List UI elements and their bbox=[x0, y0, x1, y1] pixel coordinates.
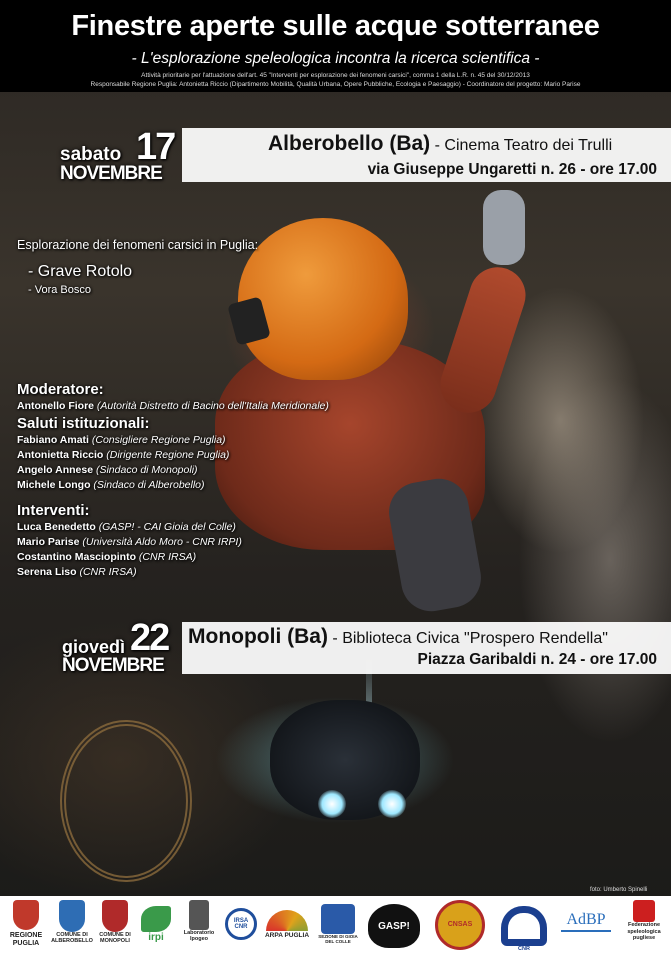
cnr-arch-icon bbox=[501, 906, 547, 946]
regione-puglia-crest-icon bbox=[13, 900, 39, 930]
logo-cnr bbox=[498, 900, 550, 956]
talks-entry bbox=[17, 551, 196, 563]
greetings-heading: Saluti istituzionali: bbox=[17, 415, 150, 432]
talk-name: Mario Parise bbox=[17, 536, 80, 548]
greetings-entry bbox=[17, 479, 205, 491]
event1-venue: - Cinema Teatro dei Trulli bbox=[430, 137, 613, 154]
event1-address: via Giuseppe Ungaretti n. 26 - ore 17.00 bbox=[367, 161, 657, 178]
page-subtitle: - L'esplorazione speleologica incontra la ricerca scientifica - bbox=[131, 50, 540, 67]
logo-label: GASP! bbox=[378, 920, 410, 932]
talks-entry bbox=[17, 521, 236, 533]
moderator-role: (Autorità Distretto di Bacino dell'Italia Meridionale) bbox=[96, 400, 329, 412]
event2-month: NOVEMBRE bbox=[62, 655, 164, 676]
event2-address: Piazza Garibaldi n. 24 - ore 17.00 bbox=[417, 651, 657, 668]
logo-regione-puglia bbox=[4, 900, 48, 956]
greeting-role: (Consigliere Regione Puglia) bbox=[91, 434, 226, 446]
dive-light-icon bbox=[378, 790, 406, 818]
event1-day: sabato bbox=[60, 144, 122, 165]
event1-city bbox=[268, 132, 612, 156]
logo-label: CNSAS bbox=[447, 921, 473, 928]
irsa-cnr-ring-icon bbox=[225, 908, 257, 940]
cai-star-icon bbox=[321, 904, 355, 934]
logo-label: IRSA CNR bbox=[233, 918, 249, 930]
event2-day: giovedì bbox=[62, 637, 126, 657]
photo-credit: foto: Umberto Spinelli bbox=[590, 887, 648, 893]
logo-comune-monopoli bbox=[96, 900, 134, 956]
logo-laboratorio-ipogeo bbox=[178, 900, 220, 956]
greeting-name: Michele Longo bbox=[17, 479, 91, 491]
logo-label: COMUNE DI MONOPOLI bbox=[99, 932, 131, 944]
logo-adbp bbox=[556, 900, 616, 956]
rope-coil-icon bbox=[60, 720, 192, 882]
talk-role: (Università Aldo Moro - CNR IRPI) bbox=[82, 536, 242, 548]
irpi-leaf-icon bbox=[141, 906, 171, 932]
header-note-law: Attività prioritarie per l'attuazione dell'art. 45 "Interventi per esplorazione dei fenomeni carsici", comma 1 della L.R. n. 45 del 30/12/2013 bbox=[141, 72, 530, 79]
greetings-entry bbox=[17, 434, 226, 446]
exploration-heading: Esplorazione dei fenomeni carsici in Puglia: bbox=[17, 238, 259, 252]
caver-arm bbox=[433, 260, 533, 420]
talks-entry bbox=[17, 536, 242, 548]
event2-city bbox=[188, 625, 608, 649]
talks-heading: Interventi: bbox=[17, 502, 90, 519]
greeting-name: Antonietta Riccio bbox=[17, 449, 104, 461]
logo-cnsas bbox=[432, 900, 488, 956]
logo-label: irpi bbox=[148, 932, 164, 943]
event2-venue: - Biblioteca Civica "Prospero Rendella" bbox=[327, 630, 608, 647]
gasp-bat-icon bbox=[368, 904, 420, 948]
logo-comune-alberobello bbox=[50, 900, 94, 956]
event2-day-number: 22 bbox=[130, 617, 169, 659]
logo-irsa-cnr bbox=[222, 900, 260, 956]
talks-entry bbox=[17, 566, 137, 578]
greeting-name: Fabiano Amati bbox=[17, 434, 89, 446]
greeting-role: (Dirigente Regione Puglia) bbox=[106, 449, 230, 461]
event1-city-name: Alberobello (Ba) bbox=[268, 132, 431, 155]
laboratorio-icon bbox=[189, 900, 209, 930]
cnsas-cross-icon bbox=[435, 900, 485, 950]
arpa-rainbow-icon bbox=[266, 910, 308, 931]
greeting-role: (Sindaco di Alberobello) bbox=[93, 479, 205, 491]
greetings-entry bbox=[17, 449, 229, 461]
event1-day-number: 17 bbox=[136, 126, 175, 168]
logo-gasp bbox=[366, 900, 422, 956]
event1-month: NOVEMBRE bbox=[60, 163, 162, 184]
exploration-item-vora-bosco: - Vora Bosco bbox=[28, 284, 91, 296]
exploration-item-grave-rotolo: - Grave Rotolo bbox=[28, 263, 133, 280]
helmet-icon bbox=[238, 218, 408, 380]
talk-role: (CNR IRSA) bbox=[79, 566, 137, 578]
caver-glove bbox=[483, 190, 525, 265]
event2-city-name: Monopoli (Ba) bbox=[188, 625, 328, 648]
logo-label: SEZIONE DI GIOIA DEL COLLE bbox=[318, 934, 358, 944]
greeting-role: (Sindaco di Monopoli) bbox=[95, 464, 198, 476]
moderator-heading: Moderatore: bbox=[17, 381, 104, 398]
fsp-cross-icon bbox=[633, 900, 655, 922]
logo-federazione-speleologica bbox=[620, 900, 668, 956]
logo-arpa-puglia bbox=[262, 900, 312, 956]
talk-name: Luca Benedetto bbox=[17, 521, 96, 533]
logo-cai-gioia-del-colle bbox=[314, 900, 362, 956]
greetings-entry bbox=[17, 464, 198, 476]
talk-name: Costantino Masciopinto bbox=[17, 551, 136, 563]
logo-label: AdBP bbox=[566, 911, 606, 928]
logo-label: REGIONE PUGLIA bbox=[9, 932, 43, 947]
alberobello-crest-icon bbox=[59, 900, 85, 932]
logo-label: CNR bbox=[518, 946, 530, 952]
logo-label: COMUNE DI ALBEROBELLO bbox=[51, 932, 93, 944]
logo-label: ARPA PUGLIA bbox=[264, 932, 310, 939]
header-note-responsible: Responsabile Regione Puglia: Antonietta Riccio (Dipartimento Mobilità, Qualità Urbana, Opere Pubbliche, Ecologia e Paesaggio) - Coordinatore del progetto: Mario Parise bbox=[90, 81, 581, 88]
talk-role: (CNR IRSA) bbox=[138, 551, 197, 563]
logo-irpi bbox=[136, 900, 176, 956]
moderator-name: Antonello Fiore bbox=[17, 400, 94, 412]
logo-label: Federazione speleologica pugliese bbox=[627, 922, 661, 941]
moderator-entry bbox=[17, 400, 329, 412]
logo-label: Laboratorio Ipogeo bbox=[183, 930, 215, 942]
page-title: Finestre aperte sulle acque sotterranee bbox=[71, 10, 600, 42]
talk-role: (GASP! - CAI Gioia del Colle) bbox=[98, 521, 236, 533]
dive-light-icon bbox=[318, 790, 346, 818]
greeting-name: Angelo Annese bbox=[17, 464, 94, 476]
talk-name: Serena Liso bbox=[17, 566, 77, 578]
monopoli-crest-icon bbox=[102, 900, 128, 932]
sponsor-footer bbox=[0, 896, 671, 960]
adbp-underline bbox=[561, 930, 611, 932]
